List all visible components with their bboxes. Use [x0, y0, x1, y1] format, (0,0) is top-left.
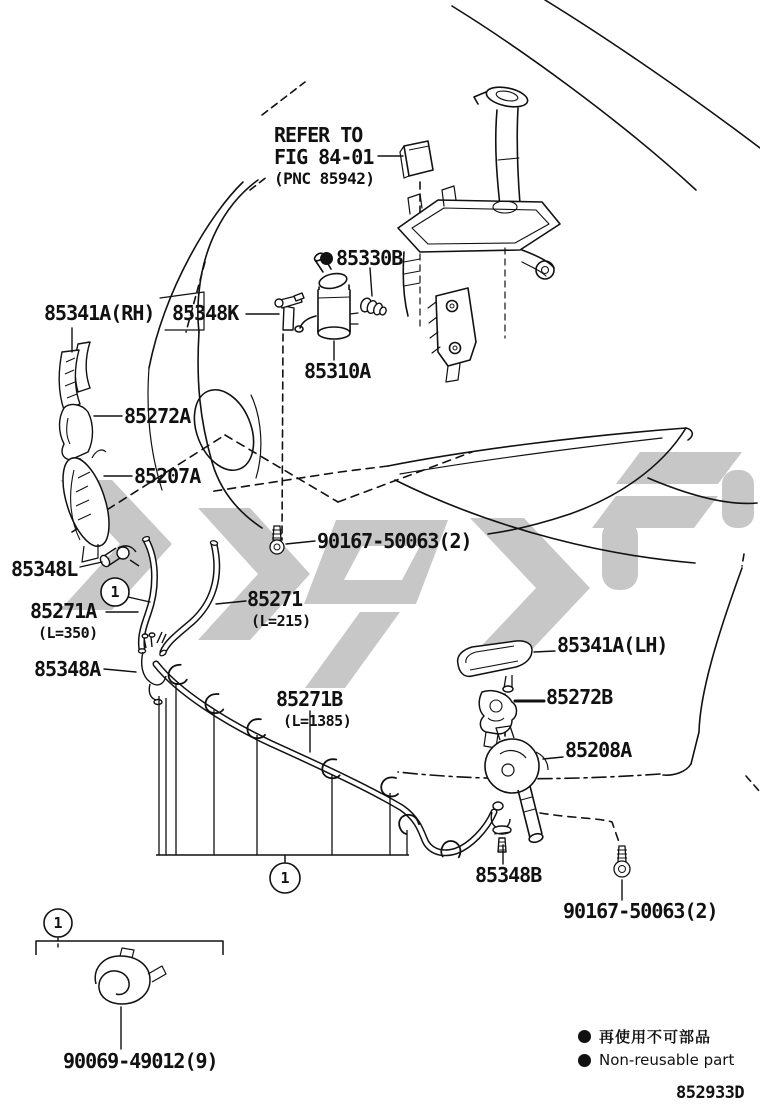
non-reusable-bullet-icon	[578, 1030, 591, 1043]
legend	[578, 1026, 734, 1069]
refer-note-line1: REFER TO	[274, 123, 363, 147]
callout-1-legend	[44, 909, 72, 937]
label-85208A: 85208A	[565, 738, 632, 762]
label-85271	[247, 589, 311, 629]
part-number: 85271A	[30, 599, 97, 623]
part-number: 85271B	[276, 687, 343, 711]
diagram-code: 852933D	[676, 1083, 745, 1103]
label-90167-lower: 90167-50063(2)	[563, 899, 718, 923]
label-85341A-LH: 85341A(LH)	[557, 633, 668, 657]
hose-length: (L=350)	[38, 624, 98, 642]
label-85272B: 85272B	[546, 685, 613, 709]
label-85271A	[30, 601, 98, 641]
refer-note-line2: FIG 84-01	[274, 145, 374, 169]
refer-note-line3: (PNC 85942)	[274, 169, 375, 188]
label-85348L: 85348L	[11, 557, 78, 581]
label-85341A-RH: 85341A(RH)	[44, 301, 155, 325]
part-number: 85330B	[336, 246, 403, 270]
hose-length: (L=215)	[251, 612, 311, 630]
part-number: 85271	[247, 587, 303, 611]
clip-85348K	[275, 293, 304, 330]
legend-row-ja	[578, 1026, 734, 1047]
washer-reservoir	[398, 84, 560, 382]
label-90069: 90069-49012(9)	[63, 1049, 218, 1073]
label-85310A: 85310A	[304, 359, 371, 383]
callout-1-hose-b	[270, 863, 300, 893]
refer-note	[274, 124, 374, 190]
cover-85341A-RH	[59, 342, 90, 410]
non-reusable-bullet-icon	[320, 252, 333, 265]
label-85207A: 85207A	[134, 464, 201, 488]
label-85348K: 85348K	[172, 301, 239, 325]
legend-row-en	[578, 1051, 734, 1069]
legend-text-ja: 再使用不可部品	[599, 1028, 712, 1046]
label-85271B	[276, 689, 351, 729]
label-85348A: 85348A	[34, 657, 101, 681]
clamp-reference	[36, 941, 223, 1004]
label-85348B: 85348B	[475, 863, 542, 887]
callout-1-hose-a	[101, 578, 129, 606]
legend-text-en: Non-reusable part	[599, 1051, 735, 1069]
hose-length: (L=1385)	[283, 712, 352, 730]
relay-box	[400, 141, 433, 178]
label-90167-upper: 90167-50063(2)	[317, 529, 472, 553]
screw-90167-lower	[614, 846, 630, 877]
joint-85348B	[491, 802, 511, 852]
label-85272A: 85272A	[124, 404, 191, 428]
non-reusable-bullet-icon	[578, 1054, 591, 1067]
svg-text:1: 1	[53, 914, 63, 932]
grommet-85330B	[359, 297, 387, 316]
svg-text:1: 1	[280, 869, 290, 887]
svg-text:1: 1	[110, 583, 120, 601]
cover-85341A-LH	[458, 641, 532, 692]
label-85330B	[320, 248, 402, 268]
